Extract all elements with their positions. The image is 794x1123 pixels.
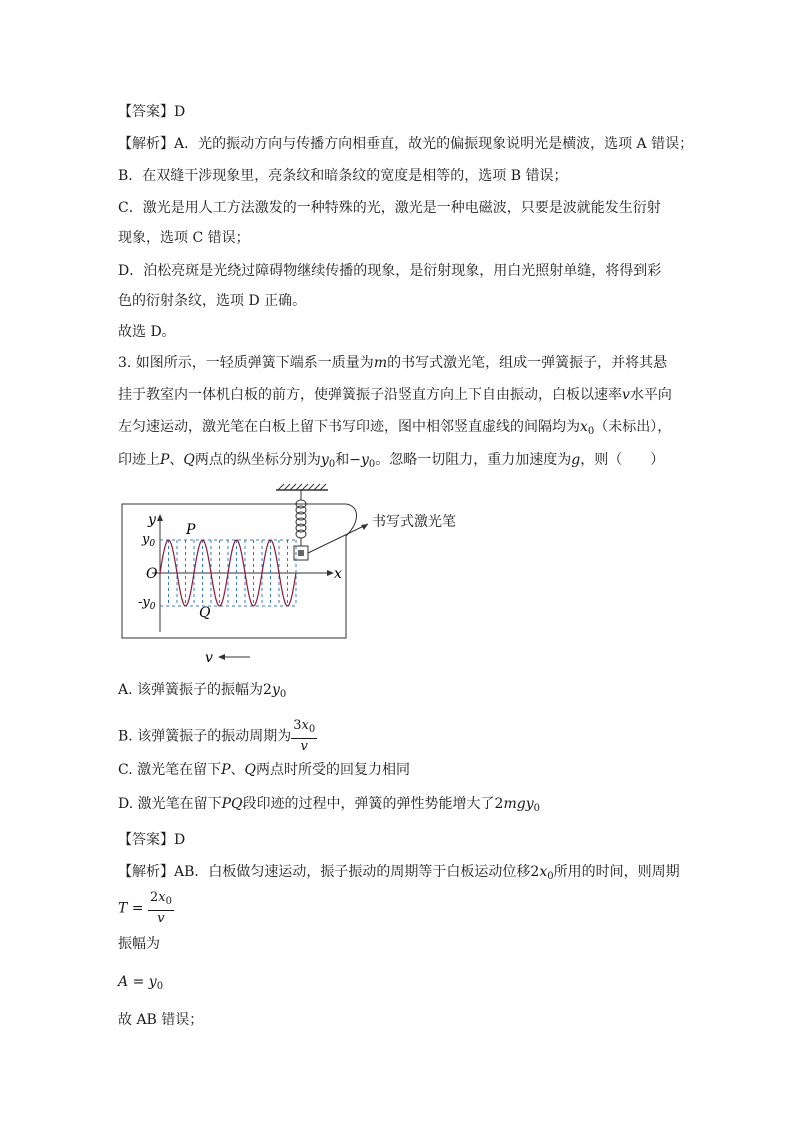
text: 、 [230, 762, 245, 778]
text: 【解析】AB．白板做匀速运动，振子振动的周期等于白板运动位移 [118, 864, 531, 880]
q2-conclusion: 故选 D。 [118, 324, 176, 340]
q2-analysis-b: B．在双缝干涉现象里，亮条纹和暗条纹的宽度是相等的，选项 B 错误； [118, 168, 568, 184]
q3-option-d [118, 794, 540, 819]
laser-pen-core [298, 550, 304, 556]
spring [296, 490, 306, 546]
text: 水平向 [629, 387, 672, 403]
sub: 0 [308, 724, 316, 735]
var-Q: Q [183, 452, 195, 468]
text: 印迹上 [118, 452, 160, 468]
sub: 0 [547, 871, 554, 882]
text: ，则（ ） [580, 452, 665, 468]
var-g: g [571, 452, 581, 468]
text: A. 该弹簧振子的振幅为 [118, 682, 264, 698]
var-P: P [221, 762, 231, 778]
q2-analysis-c1: C．激光是用人工方法激发的一种特殊的光，激光是一种电磁波，只要是波就能发生衍射 [118, 200, 661, 216]
label-Q: Q [199, 605, 211, 621]
var-y: y [360, 452, 369, 468]
nx: x [158, 890, 166, 905]
text: （未标出）， [594, 419, 672, 435]
y-axis-arrow [157, 514, 163, 521]
var-P: P [160, 452, 170, 468]
q3-stem-line3 [118, 417, 671, 442]
numerator [148, 890, 174, 911]
var-mgy: mgy [503, 796, 534, 812]
spring-oscillator-figure [110, 482, 490, 667]
label-neg-y0-main: -y [138, 595, 150, 610]
numerator [291, 718, 317, 739]
text: 两点时所受的回复力相同 [256, 762, 411, 778]
text: 、 [169, 452, 184, 468]
label-neg-y0-sub: 0 [149, 602, 156, 612]
pen-pointer [308, 524, 368, 553]
q3-stem-line4 [118, 450, 664, 475]
q3-final: 故 AB 错误； [118, 1012, 204, 1028]
x-axis-arrow [327, 570, 334, 576]
var-PQ: PQ [221, 796, 243, 812]
text: 3. 如图所示，一轻质弹簧下端系一质量为 [118, 355, 374, 371]
q2-analysis-d2: 色的衍射条纹，选项 D 正确。 [118, 293, 307, 309]
n3: 3 [293, 718, 302, 733]
q3-stem-line2 [118, 385, 672, 405]
var-x: x [580, 419, 588, 435]
var-y: y [271, 682, 280, 698]
label-y: y [148, 512, 156, 528]
equals: = [127, 900, 148, 917]
text: B. 该弹簧振子的振动周期为 [118, 728, 292, 745]
sub: 0 [587, 426, 595, 437]
var-x: x [539, 864, 548, 880]
q3-stem-line1 [118, 353, 667, 373]
label-y0-sub: 0 [149, 539, 156, 549]
text: 的书写式激光笔，组成一弹簧振子，并将其悬 [387, 355, 668, 371]
label-O: O [146, 566, 158, 582]
var-y: y [320, 452, 329, 468]
sub: 0 [156, 981, 164, 992]
var-T: T [118, 900, 128, 917]
text: 两点的纵坐标分别为 [194, 452, 321, 468]
q3-formula-T [118, 890, 174, 927]
velocity-arrow-head [218, 654, 225, 660]
text: C. 激光笔在留下 [118, 762, 222, 778]
text: 挂于教室内一体机白板的前方，使弹簧振子沿竖直方向上下自由振动，白板以速率 [118, 387, 622, 403]
label-neg-y0 [138, 595, 156, 612]
denominator: v [300, 739, 308, 754]
denominator: v [157, 911, 165, 926]
sub: 0 [165, 896, 172, 907]
text: 所用的时间，则周期 [553, 864, 680, 880]
num: 2 [530, 864, 540, 880]
text: 左匀速运动，激光笔在白板上留下书写印迹，图中相邻竖直虚线的间隔均为 [118, 419, 580, 435]
label-x: x [334, 566, 342, 582]
sub: 0 [279, 689, 287, 700]
var-y: y [148, 974, 157, 990]
nx: x [301, 718, 309, 733]
fraction [148, 890, 174, 927]
n2: 2 [149, 890, 159, 905]
pen-label: 书写式激光笔 [372, 514, 456, 530]
q3-option-a [118, 680, 286, 705]
q3-formula-A [118, 972, 163, 997]
sub: 0 [328, 459, 336, 470]
q3-analysis-line1 [118, 862, 680, 887]
var-m: m [373, 355, 388, 371]
q2-answer: 【答案】D [118, 104, 186, 120]
fraction [291, 718, 317, 755]
q2-analysis-a: 【解析】A．光的振动方向与传播方向相垂直，故光的偏振现象说明光是横波，选项 A 错误； [118, 136, 694, 152]
label-P: P [186, 522, 196, 538]
var-A: A [118, 974, 129, 990]
q2-analysis-d1: D．泊松亮斑是光绕过障碍物继续传播的现象，是衍射现象，用白光照射单缝，将得到彩 [118, 263, 662, 279]
label-y0 [141, 532, 155, 549]
text: 段印迹的过程中，弹簧的弹性势能增大了 [242, 796, 495, 812]
text: 。忽略一切阻力，重力加速度为 [375, 452, 572, 468]
num: 2 [494, 796, 504, 812]
q3-amplitude-label: 振幅为 [118, 936, 160, 952]
q2-analysis-c2: 现象，选项 C 错误； [118, 230, 250, 246]
ceiling-hatch [278, 484, 326, 490]
text: 和− [335, 452, 361, 468]
sub: 0 [533, 803, 540, 814]
sub: 0 [368, 459, 376, 470]
num: 2 [263, 682, 272, 698]
q3-option-b [118, 718, 317, 755]
var-v: v [622, 387, 630, 403]
label-v: v [205, 650, 213, 666]
equals: = [128, 974, 149, 990]
q3-option-c [118, 760, 410, 780]
var-Q: Q [244, 762, 257, 778]
text: D. 激光笔在留下 [118, 796, 222, 812]
q3-answer: 【答案】D [118, 832, 186, 848]
label-y0-main: y [142, 532, 150, 547]
